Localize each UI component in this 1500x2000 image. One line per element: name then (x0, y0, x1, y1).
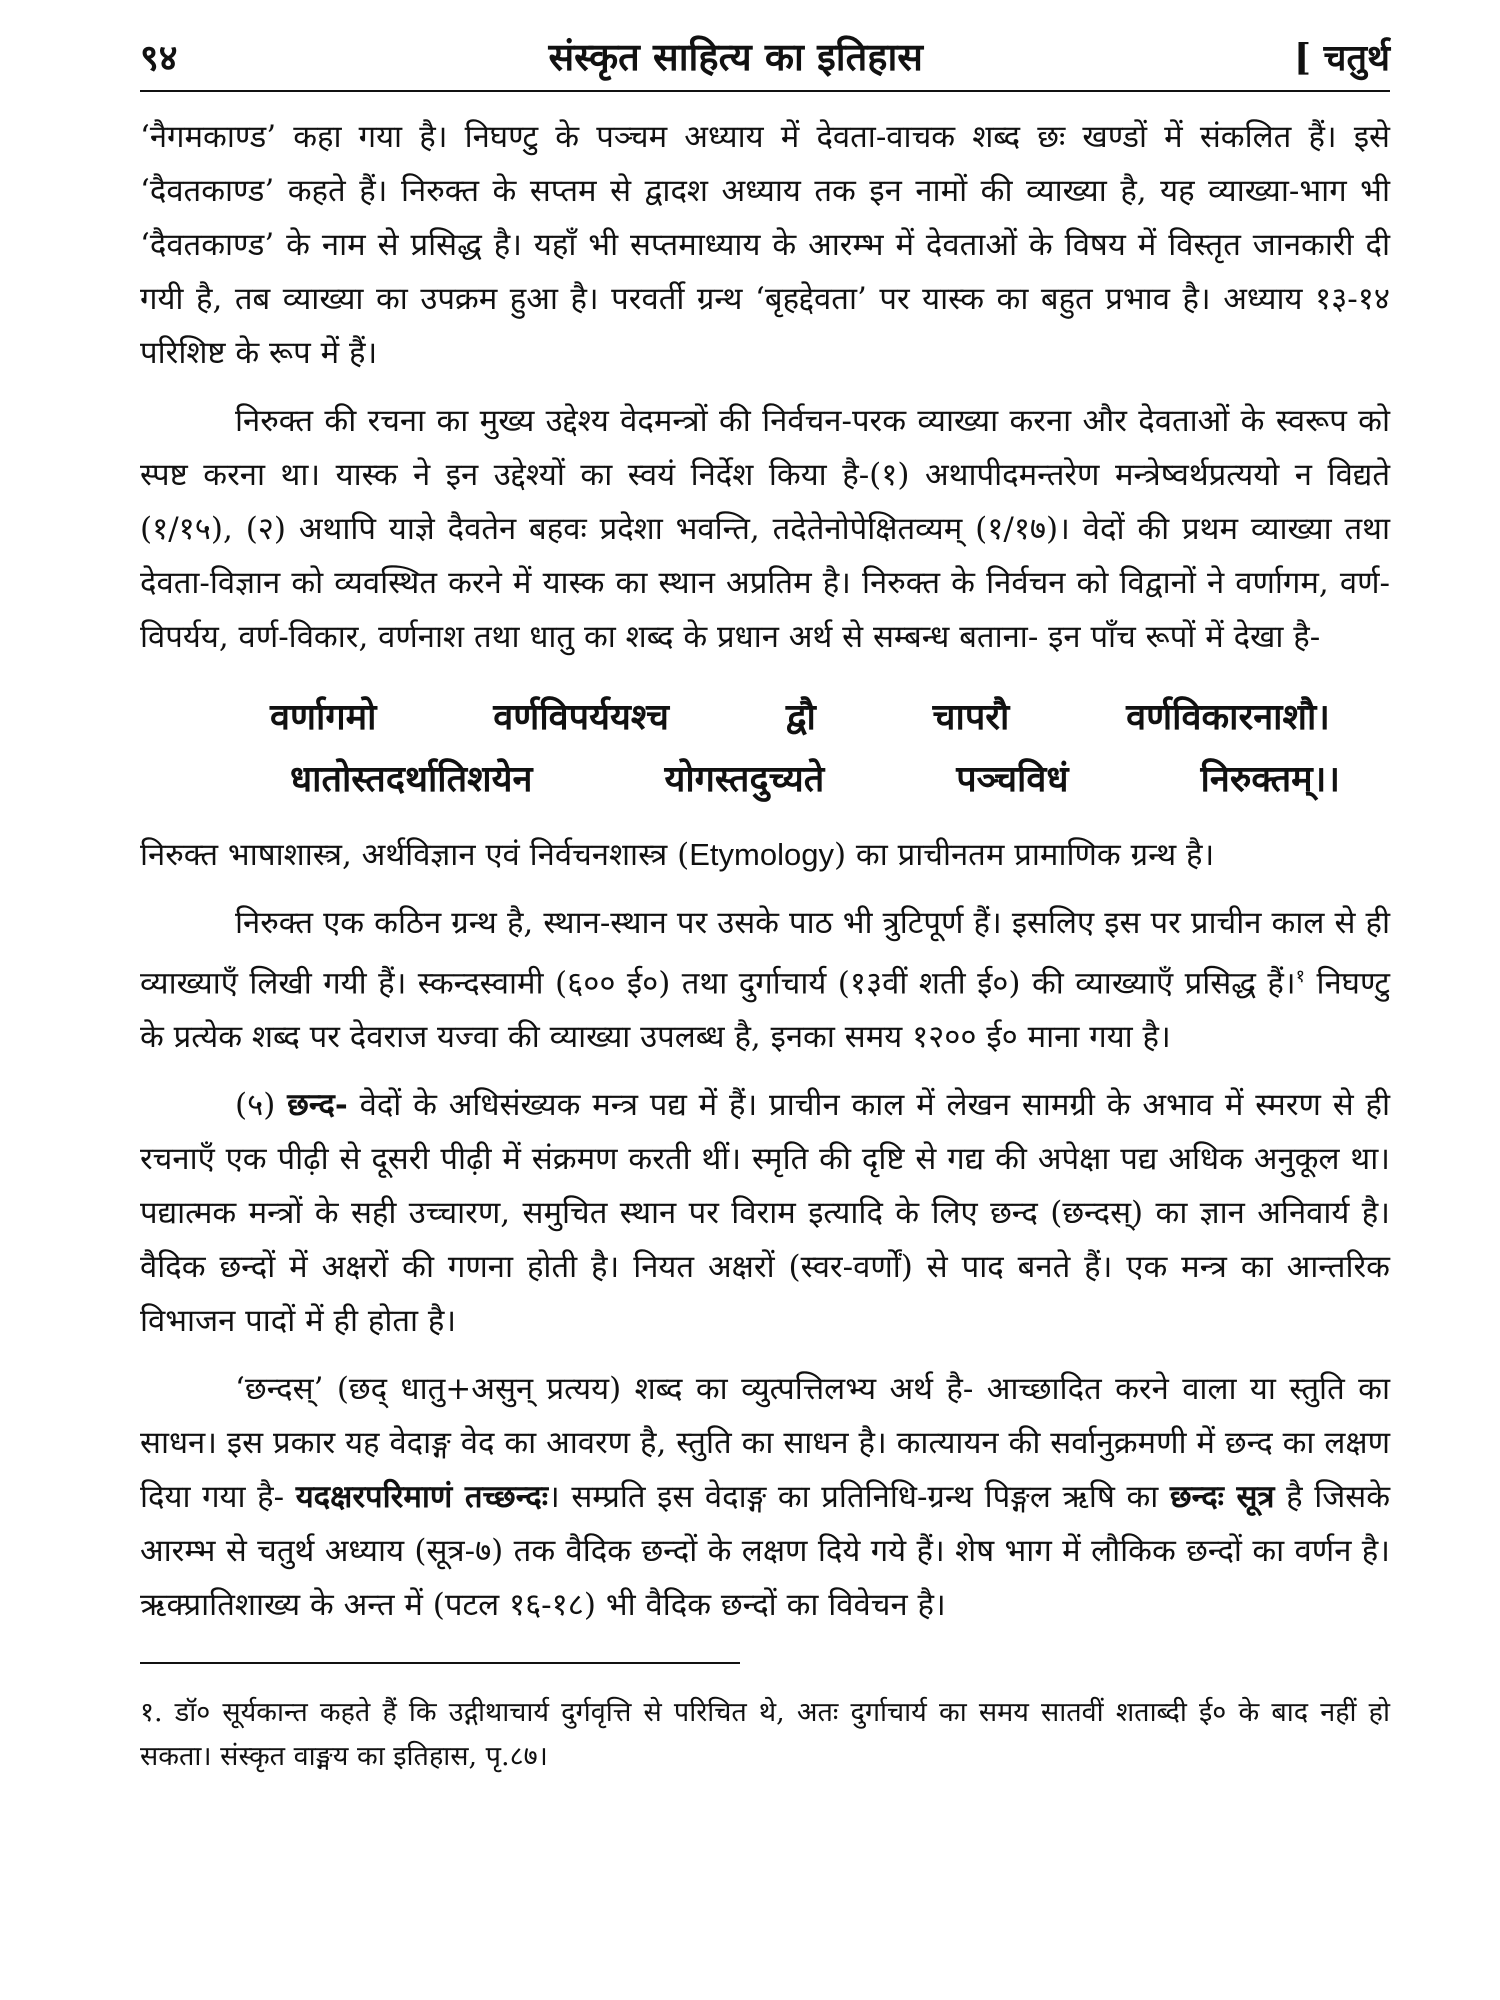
paragraph-6-text-a: ‘छन्दस्’ (छद् धातु+असुन् प्रत्यय) शब्द का व्युत्पत्तिलभ्य अर्थ है- आच्छादित करने वाला या स्तुति का साधन। इस प्रकार यह वेदाङ्ग वेद का आवरण है, स्तुति का साधन है। कात्यायन की सर्वानुक्रमणी में छन्द का लक्षण दिया गया है- (140, 1371, 1390, 1516)
section-number: (५) (235, 1087, 276, 1124)
paragraph-6-text-c: है जिसके आरम्भ से चतुर्थ अध्याय (सूत्र-७) तक वैदिक छन्दों के लक्षण दिये गये हैं। शेष भाग में लौकिक छन्दों का वर्णन है। ऋक्प्रातिशाख्य के अन्त में (पटल १६-१८) भी वैदिक छन्दों का विवेचन है। (140, 1479, 1390, 1624)
verse-word: वर्णागमो (270, 696, 377, 738)
paragraph-1: ‘नैगमकाण्ड’ कहा गया है। निघण्टु के पञ्चम अध्याय में देवता-वाचक शब्द छः खण्डों में संकलित हैं। इसे ‘दैवतकाण्ड’ कहते हैं। निरुक्त के सप्तम से द्वादश अध्याय तक इन नामों की व्याख्या है, यह व्याख्या-भाग भी ‘दैवतकाण्ड’ के नाम से प्रसिद्ध है। यहाँ भी सप्तमाध्याय के आरम्भ में देवताओं के विषय में विस्तृत जानकारी दी गयी है, तब व्याख्या का उपक्रम हुआ है। परवर्ती ग्रन्थ ‘बृहद्देवता’ पर यास्क का बहुत प्रभाव है। अध्याय १३-१४ परिशिष्ट के रूप में हैं। (140, 119, 1390, 371)
paragraph-5 (140, 1078, 1390, 1348)
verse-line-2 (140, 748, 1390, 810)
definition-quote: यदक्षरपरिमाणं तच्छन्दः (295, 1479, 548, 1516)
verse-word: योगस्तदुच्यते (664, 758, 825, 800)
paragraph-2: निरुक्त की रचना का मुख्य उद्देश्य वेदमन्त्रों की निर्वचन-परक व्याख्या करना और देवताओं के स्वरूप को स्पष्ट करना था। यास्क ने इन उद्देश्यों का स्वयं निर्देश किया है-(१) अथापीदमन्तरेण मन्त्रेष्वर्थप्रत्ययो न विद्यते (१/१५), (२) अथापि याज्ञे दैवतेन बहवः प्रदेशा भवन्ति, तदेतेनोपेक्षितव्यम् (१/१७)। वेदों की प्रथम व्याख्या तथा देवता-विज्ञान को व्यवस्थित करने में यास्क का स्थान अप्रतिम है। निरुक्त के निर्वचन को विद्वानों ने वर्णागम, वर्ण-विपर्यय, वर्ण-विकार, वर्णनाश तथा धातु का शब्द के प्रधान अर्थ से सम्बन्ध बताना- इन पाँच रूपों में देखा है- (140, 403, 1390, 655)
paragraph-3-latin-term: Etymology (689, 837, 834, 872)
verse-word: निरुक्तम्।। (1200, 758, 1340, 800)
paragraph-4-text-b: निघण्टु के प्रत्येक शब्द पर देवराज यज्वा की व्याख्या उपलब्ध है, इनका समय १२०० ई० माना गया है। (140, 965, 1391, 1056)
paragraph-3-text-b: ) का प्राचीनतम प्रामाणिक ग्रन्थ है। (833, 837, 1215, 873)
chapter-label: [ चतुर्थ (1294, 37, 1390, 79)
paragraph-4 (140, 896, 1390, 1064)
paragraph-3 (140, 828, 1390, 882)
page-header (140, 30, 1390, 92)
footnote-marker: १ (1295, 966, 1305, 987)
verse-word: वर्णविपर्ययश्च (493, 696, 670, 738)
sanskrit-verse (140, 686, 1390, 810)
verse-word: चापरौ (932, 696, 1010, 738)
verse-word: धातोस्तदर्थातिशयेन (290, 758, 533, 800)
footnote: १. डॉ० सूर्यकान्त कहते हैं कि उद्गीथाचार्य दुर्गवृत्ति से परिचित थे, अतः दुर्गाचार्य का समय सातवीं शताब्दी ई० के बाद नहीं हो सकता। संस्कृत वाङ्मय का इतिहास, पृ.८७। (140, 1697, 1390, 1773)
running-title: संस्कृत साहित्य का इतिहास (548, 34, 923, 79)
paragraph-5-text: वेदों के अधिसंख्यक मन्त्र पद्य में हैं। प्राचीन काल में लेखन सामग्री के अभाव में स्मरण से ही रचनाएँ एक पीढ़ी से दूसरी पीढ़ी में संक्रमण करती थीं। स्मृति की दृष्टि से गद्य की अपेक्षा पद्य अधिक अनुकूल था। पद्यात्मक मन्त्रों के सही उच्चारण, समुचित स्थान पर विराम इत्यादि के लिए छन्द (छन्दस्) का ज्ञान अनिवार्य है। वैदिक छन्दों में अक्षरों की गणना होती है। नियत अक्षरों (स्वर-वर्णों) से पाद बनते हैं। एक मन्त्र का आन्तरिक विभाजन पादों में ही होता है। (140, 1087, 1390, 1340)
paragraph-4-text-a: निरुक्त एक कठिन ग्रन्थ है, स्थान-स्थान पर उसके पाठ भी त्रुटिपूर्ण हैं। इसलिए इस पर प्राचीन काल से ही व्याख्याएँ लिखी गयी हैं। स्कन्दस्वामी (६०० ई०) तथा दुर्गाचार्य (१३वीं शती ई०) की व्याख्याएँ प्रसिद्ध हैं। (140, 905, 1390, 1002)
text-title: छन्दः सूत्र (1169, 1479, 1275, 1516)
verse-line-1 (140, 686, 1390, 748)
paragraph-3-text-a: निरुक्त भाषाशास्त्र, अर्थविज्ञान एवं निर्वचनशास्त्र ( (140, 837, 690, 873)
paragraph-6 (140, 1362, 1390, 1632)
verse-word: द्वौ (785, 696, 816, 738)
verse-word: पञ्चविधं (956, 758, 1069, 800)
paragraph-6-text-b: । सम्प्रति इस वेदाङ्ग का प्रतिनिधि-ग्रन्थ पिङ्गल ऋषि का (548, 1479, 1170, 1516)
page-number: ९४ (140, 37, 178, 79)
section-heading: छन्द- (287, 1087, 348, 1124)
verse-word: वर्णविकारनाशौ। (1126, 696, 1330, 738)
footnote-divider (140, 1662, 740, 1664)
